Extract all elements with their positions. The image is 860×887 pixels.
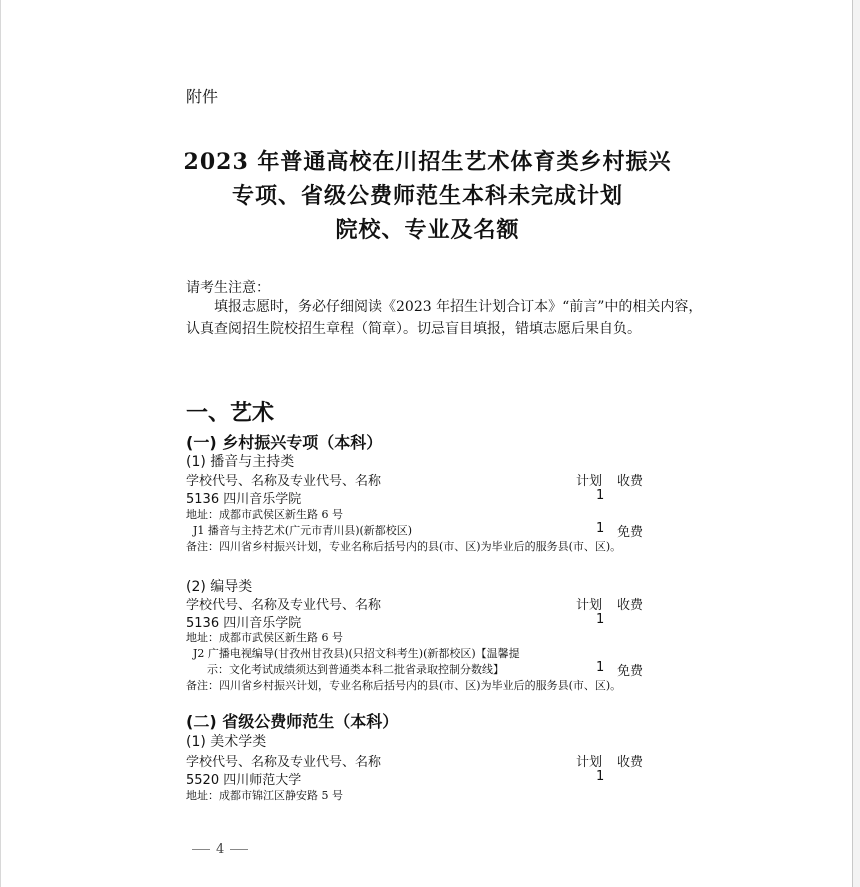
category-directing-heading: (2) 编导类 [186, 579, 253, 595]
section-art-heading: 一、艺术 [186, 401, 275, 426]
category-broadcasting-heading: (1) 播音与主持类 [186, 454, 295, 470]
school-plan-count: 1 [596, 612, 605, 627]
page-number [186, 842, 254, 857]
title-line-2: 专项、省级公费师范生本科未完成计划 [231, 183, 623, 209]
column-header-school: 学校代号、名称及专业代号、名称 [186, 755, 382, 770]
subsection-normal-heading: (二) 省级公费师范生（本科） [186, 712, 399, 731]
dash-right [230, 849, 248, 850]
column-header-fee: 收费 [617, 598, 644, 613]
title-line-3: 院校、专业及名额 [335, 217, 520, 243]
school-address: 地址：成都市锦江区静安路 5 号 [186, 789, 343, 802]
page-number-value: 4 [216, 842, 225, 857]
column-header-fee: 收费 [617, 474, 644, 489]
column-header-school: 学校代号、名称及专业代号、名称 [186, 598, 382, 613]
column-header-plan: 计划 [576, 755, 603, 770]
column-header-plan: 计划 [576, 474, 603, 489]
remark-note: 备注：四川省乡村振兴计划，专业名称后括号内的县(市、区)为毕业后的服务县(市、区)。 [186, 679, 622, 692]
column-header-fee: 收费 [617, 755, 644, 770]
major-plan-count: 1 [596, 660, 605, 675]
school-name: 5520 四川师范大学 [186, 773, 302, 788]
school-plan-count: 1 [596, 769, 605, 784]
school-address: 地址：成都市武侯区新生路 6 号 [186, 631, 343, 644]
column-header-school: 学校代号、名称及专业代号、名称 [186, 474, 382, 489]
attachment-label: 附件 [186, 87, 219, 106]
school-name: 5136 四川音乐学院 [186, 492, 302, 507]
column-header-plan: 计划 [576, 598, 603, 613]
school-name: 5136 四川音乐学院 [186, 616, 302, 631]
school-address: 地址：成都市武侯区新生路 6 号 [186, 508, 343, 521]
dash-left [192, 849, 210, 850]
notice-heading: 请考生注意： [186, 280, 270, 296]
remark-note: 备注：四川省乡村振兴计划，专业名称后括号内的县(市、区)为毕业后的服务县(市、区)。 [186, 540, 622, 553]
notice-body: 填报志愿时，务必仔细阅读《2023 年招生计划合订本》“前言”中的相关内容，认真查阅招生院校招生章程（简章）。切忌盲目填报，错填志愿后果自负。 [186, 299, 703, 337]
major-fee: 免费 [617, 664, 644, 679]
major-entry-line-1: J2 广播电视编导(甘孜州甘孜县)(只招文科考生)(新都校区)【温馨提 [193, 647, 520, 660]
major-fee: 免费 [617, 525, 644, 540]
category-fine-arts-heading: (1) 美术学类 [186, 734, 267, 750]
major-entry: J1 播音与主持艺术(广元市青川县)(新都校区) [193, 524, 413, 537]
major-entry-line-2: 示：文化考试成绩须达到普通类本科二批省录取控制分数线】 [207, 663, 504, 676]
school-plan-count: 1 [596, 488, 605, 503]
subsection-rural-heading: (一) 乡村振兴专项（本科） [186, 433, 383, 452]
title-line-1: 2023 年普通高校在川招生艺术体育类乡村振兴 [183, 149, 672, 175]
major-plan-count: 1 [596, 521, 605, 536]
